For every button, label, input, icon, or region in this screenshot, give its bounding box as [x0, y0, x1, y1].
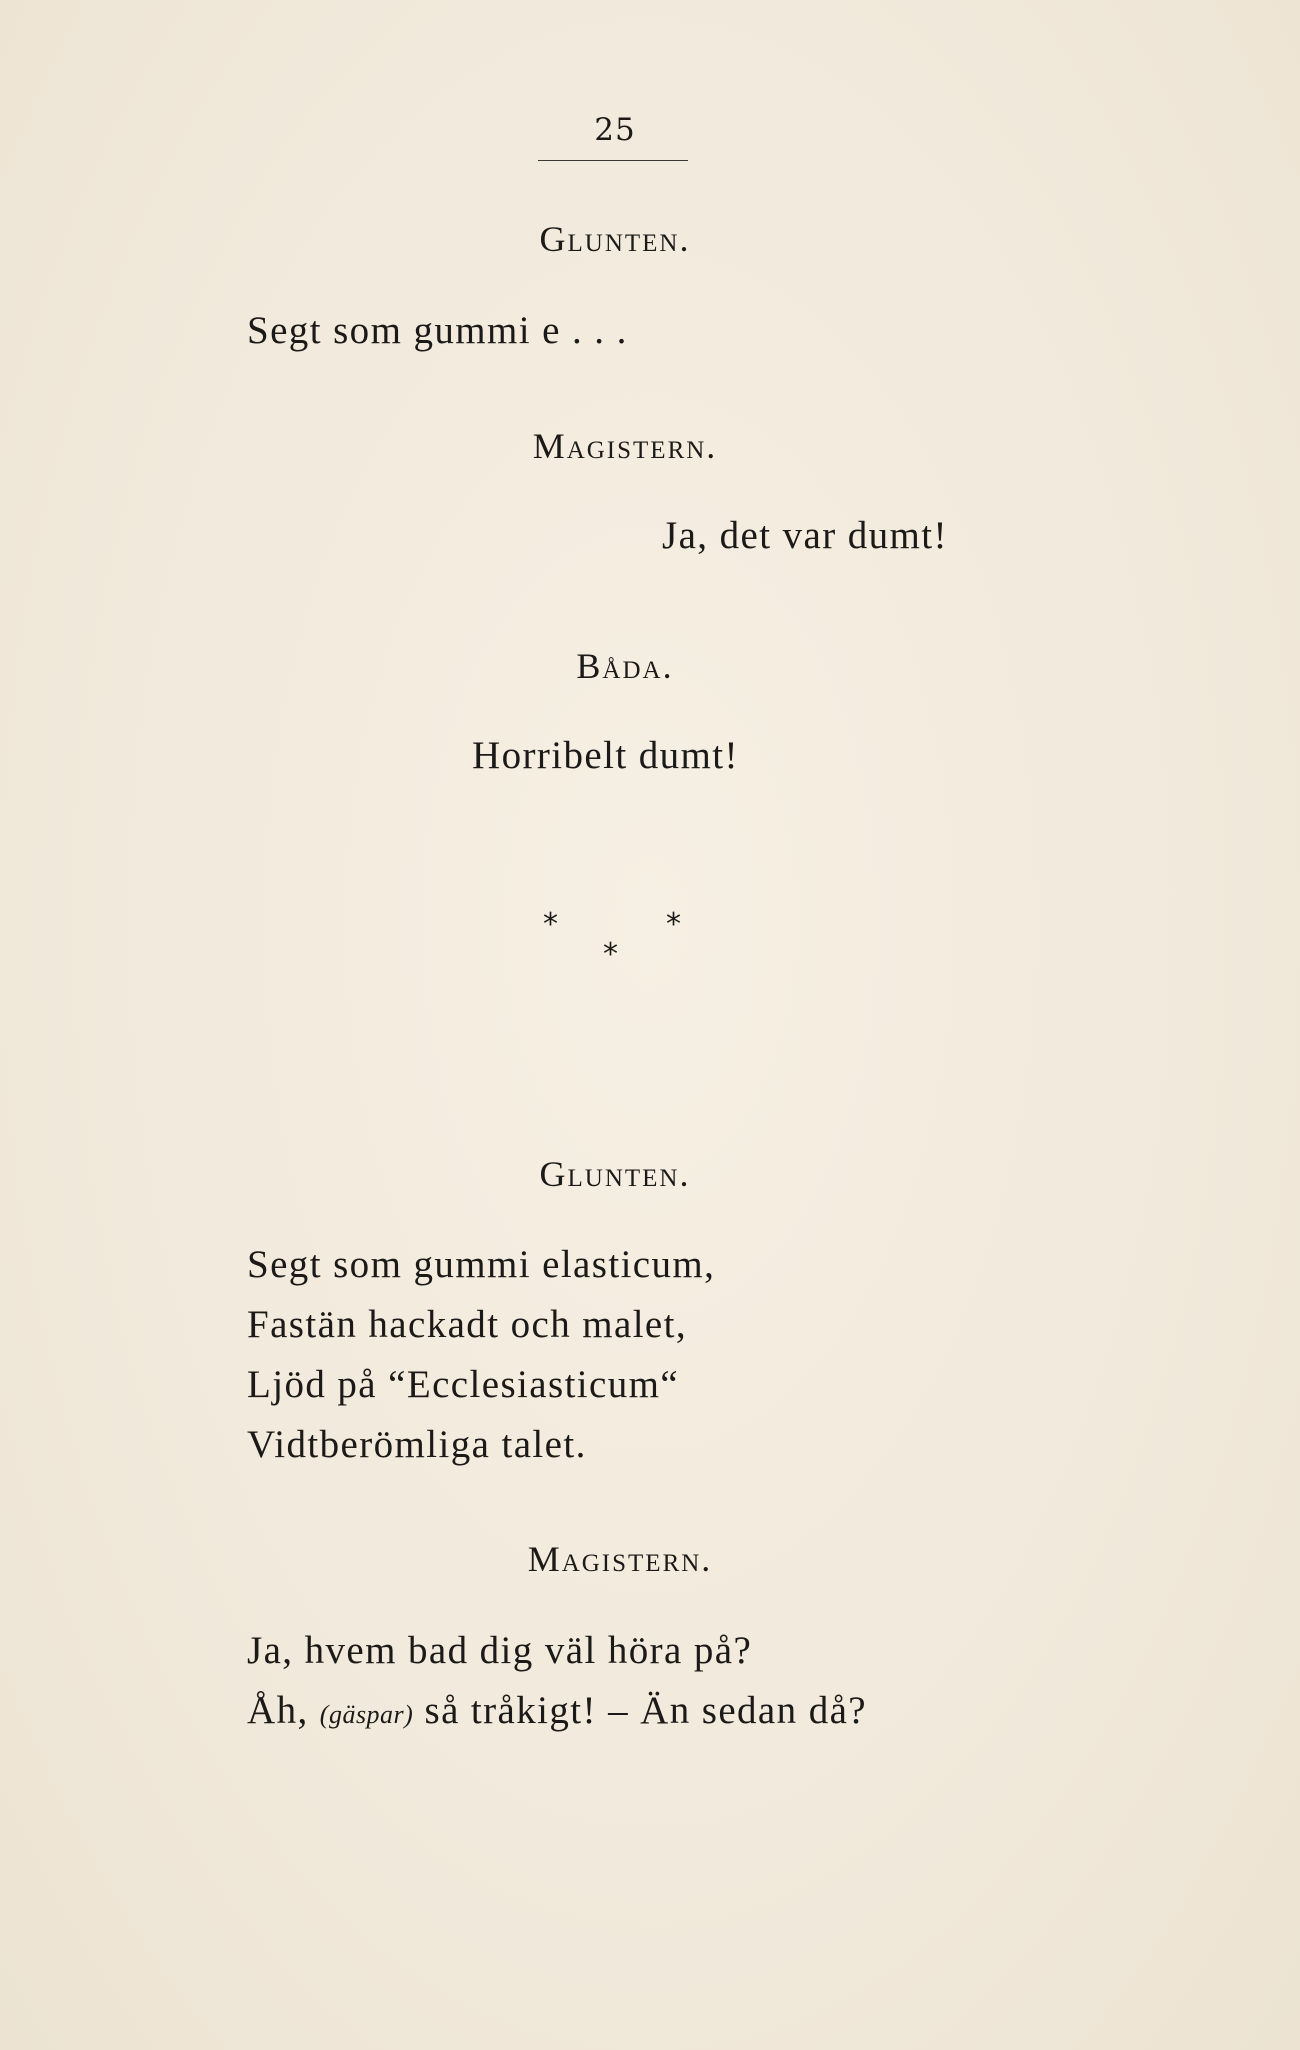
- asterism-star: *: [603, 937, 618, 972]
- asterism-star: *: [666, 907, 681, 942]
- speaker-glunten: Glunten.: [539, 1154, 691, 1194]
- page-number: 25: [594, 112, 636, 148]
- verse-line: [247, 1688, 867, 1733]
- speaker-bada: Båda.: [576, 646, 674, 686]
- verse-text: så tråkigt! – Än sedan då?: [424, 1689, 868, 1732]
- verse-line: Segt som gummi elasticum,: [247, 1243, 716, 1286]
- verse-line: Ja, hvem bad dig väl höra på?: [247, 1629, 753, 1672]
- speaker-magistern: Magistern.: [532, 426, 718, 466]
- verse-line: Horribelt dumt!: [472, 734, 739, 777]
- asterism-star: *: [543, 907, 558, 942]
- speaker-magistern: Magistern.: [527, 1539, 713, 1579]
- verse-line: Segt som gummi e . . .: [247, 309, 628, 352]
- verse-line: Vidtberömliga talet.: [247, 1423, 587, 1466]
- verse-line: Fastän hackadt och malet,: [247, 1303, 688, 1346]
- stage-direction: (gäspar): [319, 1700, 414, 1729]
- header-rule: [538, 160, 688, 161]
- verse-line: Ljöd på “Ecclesiasticum“: [247, 1363, 680, 1406]
- verse-text: Åh,: [247, 1689, 309, 1732]
- verse-line: Ja, det var dumt!: [662, 514, 948, 557]
- speaker-glunten: Glunten.: [539, 219, 691, 259]
